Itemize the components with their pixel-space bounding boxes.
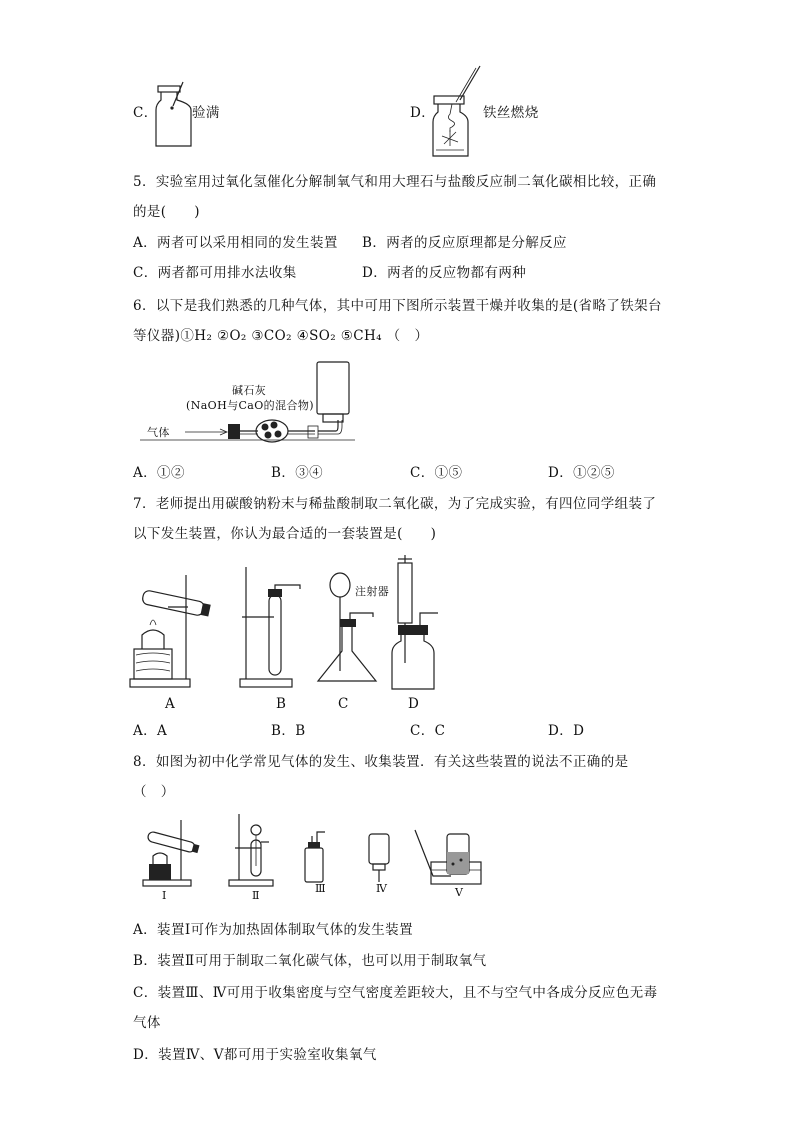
q8-fig-label-2: Ⅱ: [252, 889, 260, 902]
q6-option-b: B．③④: [271, 465, 324, 481]
q8-fig-label-5: Ⅴ: [455, 886, 464, 899]
q7-option-a: A．A: [133, 723, 168, 739]
q8-gas-apparatus-figure: [135, 812, 495, 892]
q8-option-d: D．装置Ⅳ、Ⅴ都可用于实验室收集氧气: [133, 1047, 377, 1063]
q8-option-c-line1: C．装置Ⅲ、Ⅳ可用于收集密度与空气密度差距较大，且不与空气中各成分反应色无毒: [133, 985, 658, 1001]
q8-stem-line2: （ ）: [133, 784, 175, 800]
q4-option-d-text: 铁丝燃烧: [483, 105, 539, 121]
q6-fig-label-mixture: (NaOH与CaO的混合物): [186, 399, 314, 412]
q7-stem-line1: 7．老师提出用碳酸钠粉末与稀盐酸制取二氧化碳，为了完成实验，有四位同学组装了: [133, 496, 657, 512]
q6-option-a: A．①②: [133, 465, 185, 481]
q5-option-c: C．两者都可用排水法收集: [133, 265, 297, 281]
q7-fig-label-b: B: [276, 696, 287, 712]
q7-fig-label-syringe: 注射器: [355, 585, 390, 598]
q6-fig-label-soda-lime: 碱石灰: [232, 384, 267, 397]
q6-option-c: C．①⑤: [410, 465, 463, 481]
q6-stem-line1: 6．以下是我们熟悉的几种气体，其中可用下图所示装置干燥并收集的是(省略了铁架台: [133, 298, 662, 314]
q6-stem-line2: 等仪器)①H₂ ②O₂ ③CO₂ ④SO₂ ⑤CH₄ （ ）: [133, 328, 429, 344]
q4-option-d-letter: D．: [410, 105, 436, 121]
q7-option-c: C．C: [410, 723, 446, 739]
q7-fig-label-d: D: [408, 696, 420, 712]
q5-option-a: A．两者可以采用相同的发生装置: [133, 235, 338, 251]
q6-option-d: D．①②⑤: [548, 465, 615, 481]
q7-option-d: D．D: [548, 723, 585, 739]
q5-option-d: D．两者的反应物都有两种: [362, 265, 527, 281]
q8-fig-label-3: Ⅲ: [315, 882, 327, 895]
q7-fig-label-c: C: [338, 696, 349, 712]
q5-option-b: B．两者的反应原理都是分解反应: [362, 235, 567, 251]
q8-fig-label-4: Ⅳ: [376, 882, 388, 895]
q5-stem-line1: 5．实验室用过氧化氢催化分解制氧气和用大理石与盐酸反应制二氧化碳相比较，正确: [133, 174, 657, 190]
q5-stem-line2: 的是( ): [133, 204, 200, 220]
q7-option-b: B．B: [271, 723, 306, 739]
drying-collecting-apparatus-figure: [140, 360, 360, 450]
q4-option-c-text: 验满: [192, 105, 220, 121]
q6-fig-gas: 气体: [147, 426, 170, 439]
q4-option-c-letter: C．: [133, 105, 158, 121]
q7-generation-apparatus-figure: [128, 555, 448, 693]
q8-fig-label-1: Ⅰ: [162, 889, 167, 902]
q8-option-a: A．装置Ⅰ可作为加热固体制取气体的发生装置: [133, 922, 413, 938]
q8-option-b: B．装置Ⅱ可用于制取二氧化碳气体，也可以用于制取氧气: [133, 953, 487, 969]
q8-stem-line1: 8．如图为初中化学常见气体的发生、收集装置．有关这些装置的说法不正确的是: [133, 754, 629, 770]
q8-option-c-line2: 气体: [133, 1015, 161, 1031]
iron-wire-burning-bottle-icon: [430, 66, 490, 161]
q7-stem-line2: 以下发生装置，你认为最合适的一套装置是( ): [133, 526, 437, 542]
q7-fig-label-a: A: [165, 696, 176, 712]
